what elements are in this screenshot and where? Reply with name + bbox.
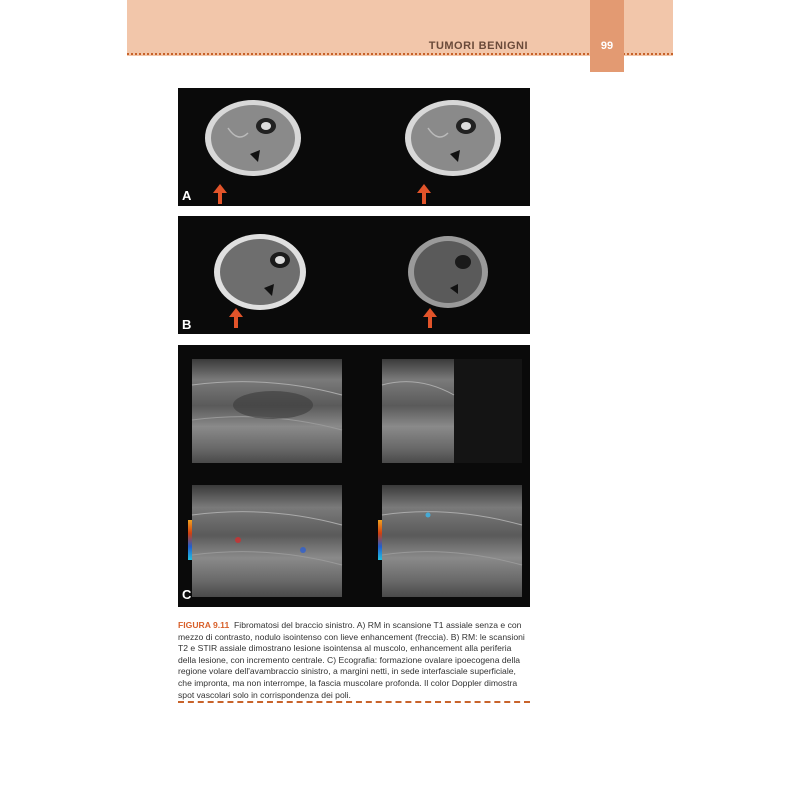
panel-label-c: C (182, 587, 192, 602)
mri-slice-a-left (205, 100, 301, 176)
mri-slice-b-right (408, 236, 488, 308)
panel-label-b: B (182, 317, 192, 332)
panel-label-a: A (182, 188, 192, 203)
mri-image-a (178, 88, 530, 206)
ultrasound-texture (178, 345, 530, 607)
figure-panel-b (178, 216, 530, 334)
figure-label: FIGURA 9.11 (178, 620, 230, 630)
mri-slice-a-right (405, 100, 501, 176)
caption-text: Fibromatosi del braccio sinistro. A) RM in scansione T1 assiale senza e con mezzo di contrasto, nodulo isointenso con lieve enhancement (freccia). B) RM: le scansioni T2 e STIR assiale dimostrano lesione isointensa al muscolo, enhancement alla periferia della lesione, con incremento centrale. C) Ecografia: formazione ovalare ipoecogena della regione volare dell'avambraccio sinistro, a margini netti, in sede interfasciale superficiale, che impronta, ma non interrompe, la fascia muscolare profonda. Il color Doppler dimostra spot vascolari solo in corrispondenza dei poli. (178, 620, 525, 700)
figure-caption (178, 620, 530, 701)
page-number: 99 (600, 40, 614, 52)
page-number-tab (590, 0, 624, 72)
mri-slice-b-left (214, 234, 306, 310)
section-title: TUMORI BENIGNI (428, 40, 528, 52)
figure-panel-c (178, 345, 530, 607)
caption-divider (178, 701, 530, 703)
figure-panel-a (178, 88, 530, 206)
